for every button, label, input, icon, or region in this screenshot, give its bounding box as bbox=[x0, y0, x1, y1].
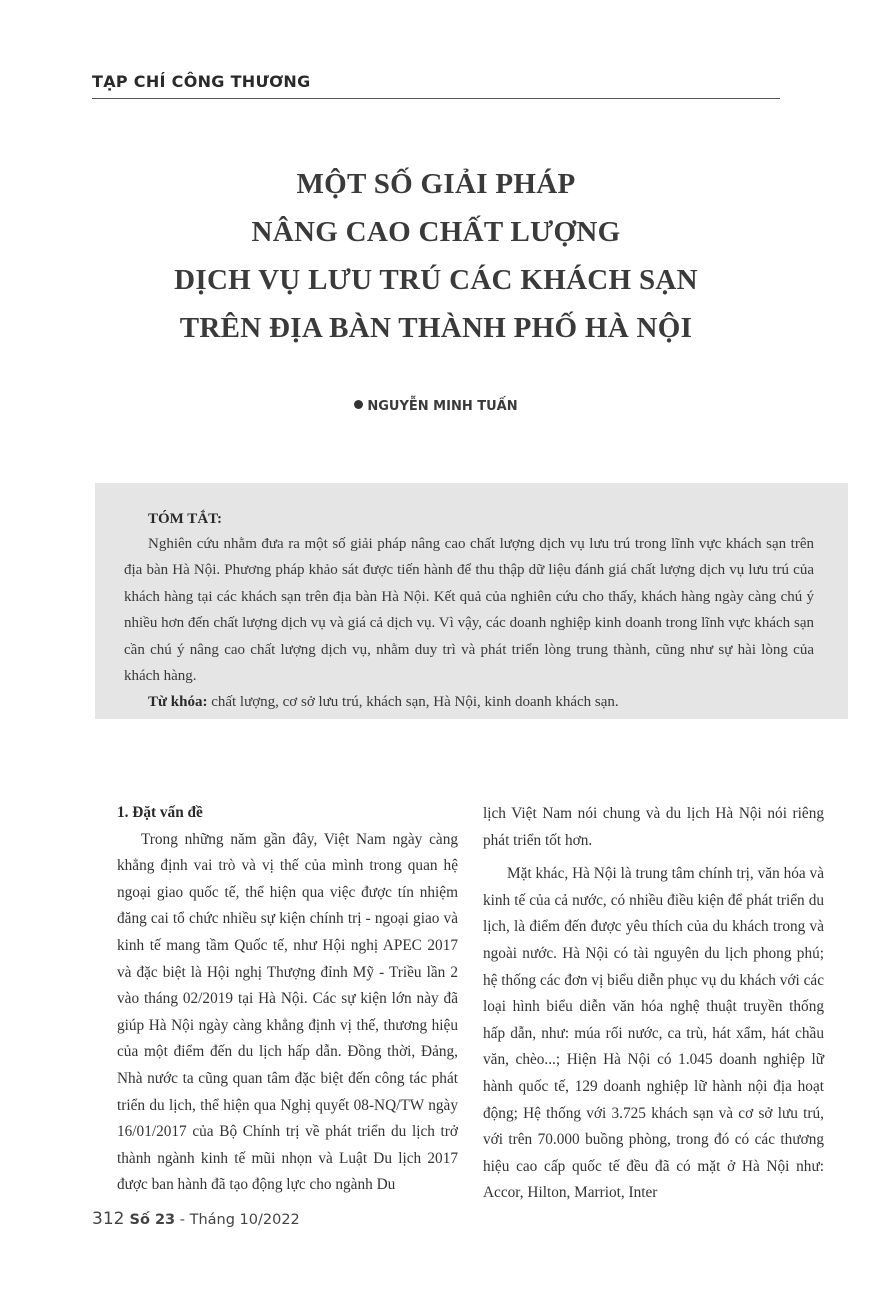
issue-date: - Tháng 10/2022 bbox=[175, 1212, 300, 1228]
left-column bbox=[117, 800, 458, 1199]
title-line: DỊCH VỤ LƯU TRÚ CÁC KHÁCH SẠN bbox=[174, 264, 698, 296]
body-paragraph-continued: lịch Việt Nam nói chung và du lịch Hà Nội nói riêng phát triển tốt hơn. bbox=[483, 805, 824, 849]
abstract-body bbox=[124, 531, 814, 716]
page-footer bbox=[92, 1209, 300, 1229]
header-rule bbox=[92, 98, 780, 99]
title-line: TRÊN ĐỊA BÀN THÀNH PHỐ HÀ NỘI bbox=[179, 312, 693, 344]
right-column bbox=[483, 801, 824, 1207]
body-paragraph: Trong những năm gần đây, Việt Nam ngày càng khẳng định vai trò và vị thế của mình trong quan hệ ngoại giao quốc tế, thể hiện qua việc được tín nhiệm đăng cai tổ chức nhiều sự kiện chính trị - ngoại giao và kinh tế mang tầm Quốc tế, như Hội nghị APEC 2017 và đặc biệt là Hội nghị Thượng đỉnh Mỹ - Triều lần 2 vào tháng 02/2019 tại Hà Nội. Các sự kiện lớn này đã giúp Hà Nội ngày càng khẳng định vị thế, thương hiệu của một điểm đến du lịch hấp dẫn. Đồng thời, Đảng, Nhà nước ta cũng quan tâm đặc biệt đến công tác phát triển du lịch, thể hiện qua Nghị quyết 08-NQ/TW ngày 16/01/2017 của Bộ Chính trị về phát triển du lịch trở thành ngành kinh tế mũi nhọn và Luật Du lịch 2017 được ban hành đã tạo động lực cho ngành Du bbox=[117, 830, 458, 1194]
section-heading: 1. Đặt vấn đề bbox=[117, 804, 203, 821]
abstract-heading: TÓM TẮT: bbox=[148, 511, 223, 527]
article-title bbox=[60, 160, 812, 352]
title-line: NÂNG CAO CHẤT LƯỢNG bbox=[251, 216, 621, 248]
keywords-line bbox=[124, 689, 814, 715]
title-line: MỘT SỐ GIẢI PHÁP bbox=[296, 168, 576, 200]
author-line bbox=[0, 399, 872, 414]
bullet-icon bbox=[354, 400, 363, 409]
body-paragraph: Mặt khác, Hà Nội là trung tâm chính trị, văn hóa và kinh tế của cả nước, có nhiều điều kiện để phát triển du lịch, là điểm đến được yêu thích của du khách trong và ngoài nước. Hà Nội có tài nguyên du lịch phong phú; hệ thống các đơn vị biểu diễn phục vụ du khách với các loại hình biểu diễn văn hóa nghệ thuật truyền thống hấp dẫn, như: múa rối nước, ca trù, hát xẩm, hát chầu văn, chèo...; Hiện Hà Nội có 1.045 doanh nghiệp lữ hành quốc tế, 129 doanh nghiệp lữ hành nội địa hoạt động; Hệ thống với 3.725 khách sạn và cơ sở lưu trú, với trên 70.000 buồng phòng, trong đó có các thương hiệu cao cấp quốc tế đều đã có mặt ở Hà Nội như: Accor, Hilton, Marriot, Inter bbox=[483, 865, 824, 1202]
issue-number: Số 23 bbox=[124, 1212, 176, 1228]
author-name: NGUYỄN MINH TUẤN bbox=[367, 399, 518, 414]
keywords-label: Từ khóa: bbox=[148, 694, 208, 711]
page-number: 312 bbox=[92, 1209, 125, 1229]
journal-name: TẠP CHÍ CÔNG THƯƠNG bbox=[92, 72, 311, 91]
keywords-text: chất lượng, cơ sở lưu trú, khách sạn, Hà Nội, kinh doanh khách sạn. bbox=[207, 694, 619, 711]
abstract-text: Nghiên cứu nhằm đưa ra một số giải pháp nâng cao chất lượng dịch vụ lưu trú trong lĩnh vực khách sạn trên địa bàn Hà Nội. Phương pháp khảo sát được tiến hành để thu thập dữ liệu đánh giá chất lượng dịch vụ lưu trú của khách hàng tại các khách sạn trên địa bàn Hà Nội. Kết quả của nghiên cứu cho thấy, khách hàng ngày càng chú ý nhiều hơn đến chất lượng dịch vụ và giá cả dịch vụ. Vì vậy, các doanh nghiệp kinh doanh trong lĩnh vực khách sạn cần chú ý nâng cao chất lượng dịch vụ, nhằm duy trì và phát triển lòng trung thành, cũng như sự hài lòng của khách hàng. bbox=[124, 536, 814, 685]
